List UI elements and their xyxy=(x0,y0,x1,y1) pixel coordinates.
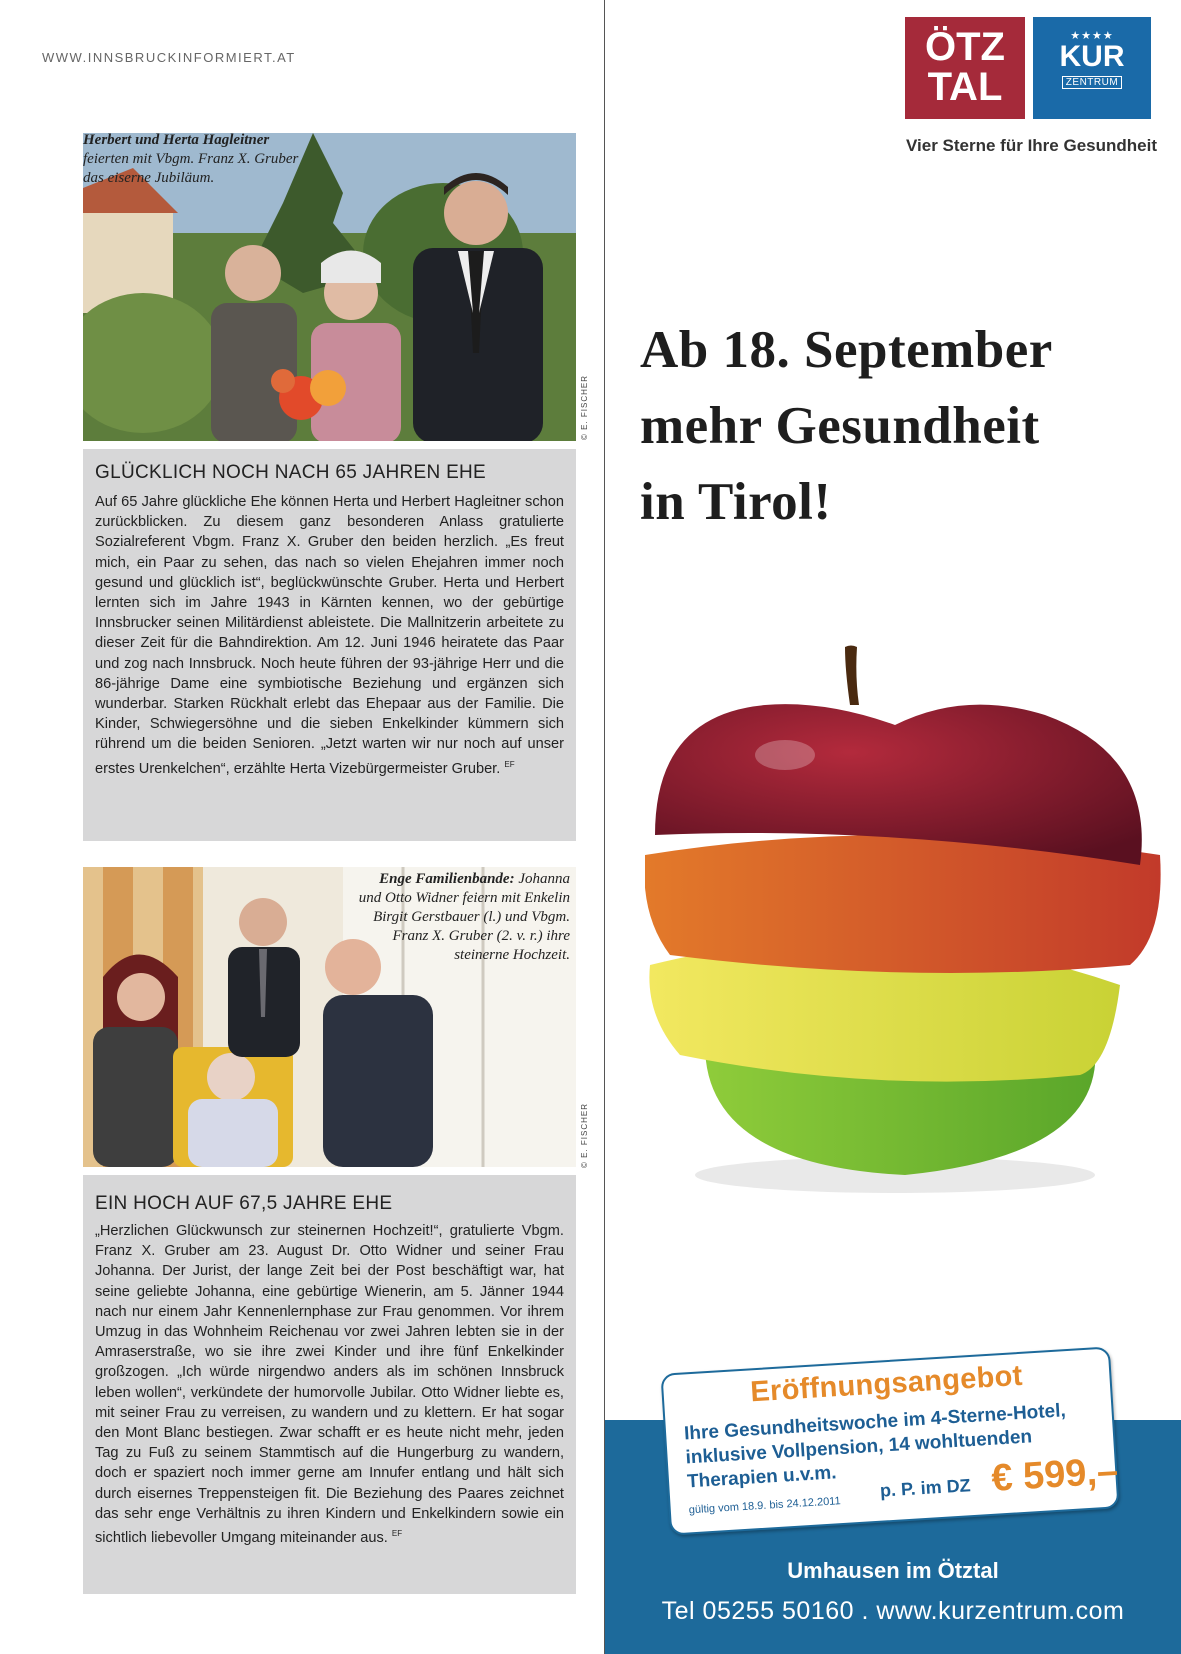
ad-headline-line3: in Tirol! xyxy=(640,473,832,531)
kurzentrum-logo-line2: ZENTRUM xyxy=(1062,76,1122,89)
article1-caption-bold: Herbert und Herta Hagleitner xyxy=(83,132,270,148)
article1-body-text: Auf 65 Jahre glückliche Ehe können Herta und Herbert Hagleitner schon zurückblicken. Zu diesem ganz besonderen Anlass gratulierte Sozialreferent Vbgm. Franz X. Gruber den beiden herzlich. „Es freut mich, ein Paar zu sehen, das nach so vielen Ehejahren immer noch gesund und glücklich ist“, beglückwünschte Gruber. Herta und Herbert lernten sich im Jahre 1943 in Kärnten kennen, wo der gebürtige Innsbrucker seinen Militärdienst ableistete. Die Mallnitzerin arbeitete zu dieser Zeit für die Bahndirektion. Am 12. Juni 1946 heiratete das Paar und zog nach Innsbruck. Noch heute führen der 93-jährige Herr und die 86-jährige Dame eine symbiotische Beziehung und ergänzen sich wunderbar. Starken Rückhalt erlebt das Ehepaar aus der Familie. Die Kinder, Schwiegersöhne und die sieben Enkelkinder kümmern sich rührend um die beiden Senioren. „Jetzt warten wir nur noch auf unser erstes Urenkelchen“, erzählte Herta Vizebürgermeister Gruber. xyxy=(95,494,564,777)
article1-author: EF xyxy=(504,759,515,769)
star-icons: ★★★★ xyxy=(1070,30,1114,42)
offer-validity: gültig vom 18.9. bis 24.12.2011 xyxy=(688,1495,842,1517)
article1-caption-rest: feierten mit Vbgm. Franz X. Gruber das eiserne Jubiläum. xyxy=(83,151,299,186)
offer-title: Eröffnungsangebot xyxy=(749,1359,1024,1409)
kurzentrum-logo xyxy=(1033,17,1151,119)
oetztal-logo xyxy=(905,17,1025,119)
ad-contact[interactable]: Tel 05255 50160 . www.kurzentrum.com xyxy=(661,1597,1125,1625)
article2-caption xyxy=(356,870,570,965)
article2-body-text: „Herzlichen Glückwunsch zur steinernen Hochzeit!“, gratulierte Vbgm. Franz X. Gruber am 23. August Dr. Otto Widner und seiner Frau Johanna. Der Jurist, der lange Zeit bei der Post beschäftigt war, hat seine geliebte Johanna, eine gebürtige Wienerin, am 5. Jänner 1944 nach nur einem Jahr Kennenlernphase zur Frau genommen. Vor ihrem Umzug in das Wohnheim Reichenau vor zwei Jahren lebten sie in der Amraserstraße, wo sie ihre zwei Kinder und ihre fünf Enkelkinder großzogen. „Ich würde nirgendwo anders als im schönen Innsbruck leben wollen“, verkündete der humorvolle Jubilar. Otto Widner liebte es, mit seiner Frau zu verreisen, zu wandern und zu klettern. Er hat sogar den Mont Blanc bestiegen. Zwar schafft er es heute nicht mehr, jeden Tag zu Fuß zu seinem Stammtisch auf die Hungerburg zu wandern, doch er spaziert noch immer gerne am Innufer entlang und hält sich durch eisernes Treppensteigen fit. Die Beziehung des Paares zeichnet das sehr enge Verhältnis zu ihren Kindern und Enkelkindern sowie ein sichtlich liebevoller Umgang miteinander aus. xyxy=(95,1223,564,1546)
article2-caption-bold: Enge Familienbande: xyxy=(379,871,515,887)
article2-photo-credit: © E. FISCHER xyxy=(580,1102,589,1168)
offer-price-unit: p. P. im DZ xyxy=(879,1475,972,1501)
ad-headline-line1: Ab 18. September xyxy=(640,321,1053,379)
oetztal-logo-line2: TAL xyxy=(927,65,1003,109)
article1-photo-credit: © E. FISCHER xyxy=(580,374,589,440)
offer-price: € 599,– xyxy=(990,1450,1120,1500)
column-divider xyxy=(604,0,605,1654)
site-url[interactable]: WWW.INNSBRUCKINFORMIERT.AT xyxy=(42,50,296,65)
article2-body xyxy=(95,1221,564,1548)
article1-headline: GLÜCKLICH NOCH NACH 65 JAHREN EHE xyxy=(95,462,487,483)
article2-author: EF xyxy=(391,1529,403,1539)
offer-card xyxy=(660,1346,1119,1535)
article1-box xyxy=(83,449,576,841)
stacked-apple-illustration xyxy=(645,645,1165,1210)
ad-headline-line2: mehr Gesundheit xyxy=(640,397,1040,455)
article1-caption xyxy=(83,131,303,188)
article2-caption-rest: Johanna und Otto Widner feiern mit Enkelin Birgit Gerstbauer (l.) und Vbgm. Franz X. Gruber (2. v. r.) ihre steinerne Hochzeit. xyxy=(358,871,570,963)
kurzentrum-logo-line1: KUR xyxy=(1059,40,1125,73)
ad-location: Umhausen im Ötztal xyxy=(787,1558,999,1583)
article2-box xyxy=(83,1175,576,1594)
article1-body xyxy=(95,492,564,779)
offer-description: Ihre Gesundheitswoche im 4-Sterne-Hotel, inklusive Vollpension, 14 wohltuenden Therapien u.v.m. xyxy=(683,1400,1067,1493)
ad-headline xyxy=(640,312,1053,540)
ad-slogan: Vier Sterne für Ihre Gesundheit xyxy=(906,136,1157,155)
oetztal-logo-line1: ÖTZ xyxy=(925,25,1005,69)
article2-headline: EIN HOCH AUF 67,5 JAHRE EHE xyxy=(95,1193,393,1214)
